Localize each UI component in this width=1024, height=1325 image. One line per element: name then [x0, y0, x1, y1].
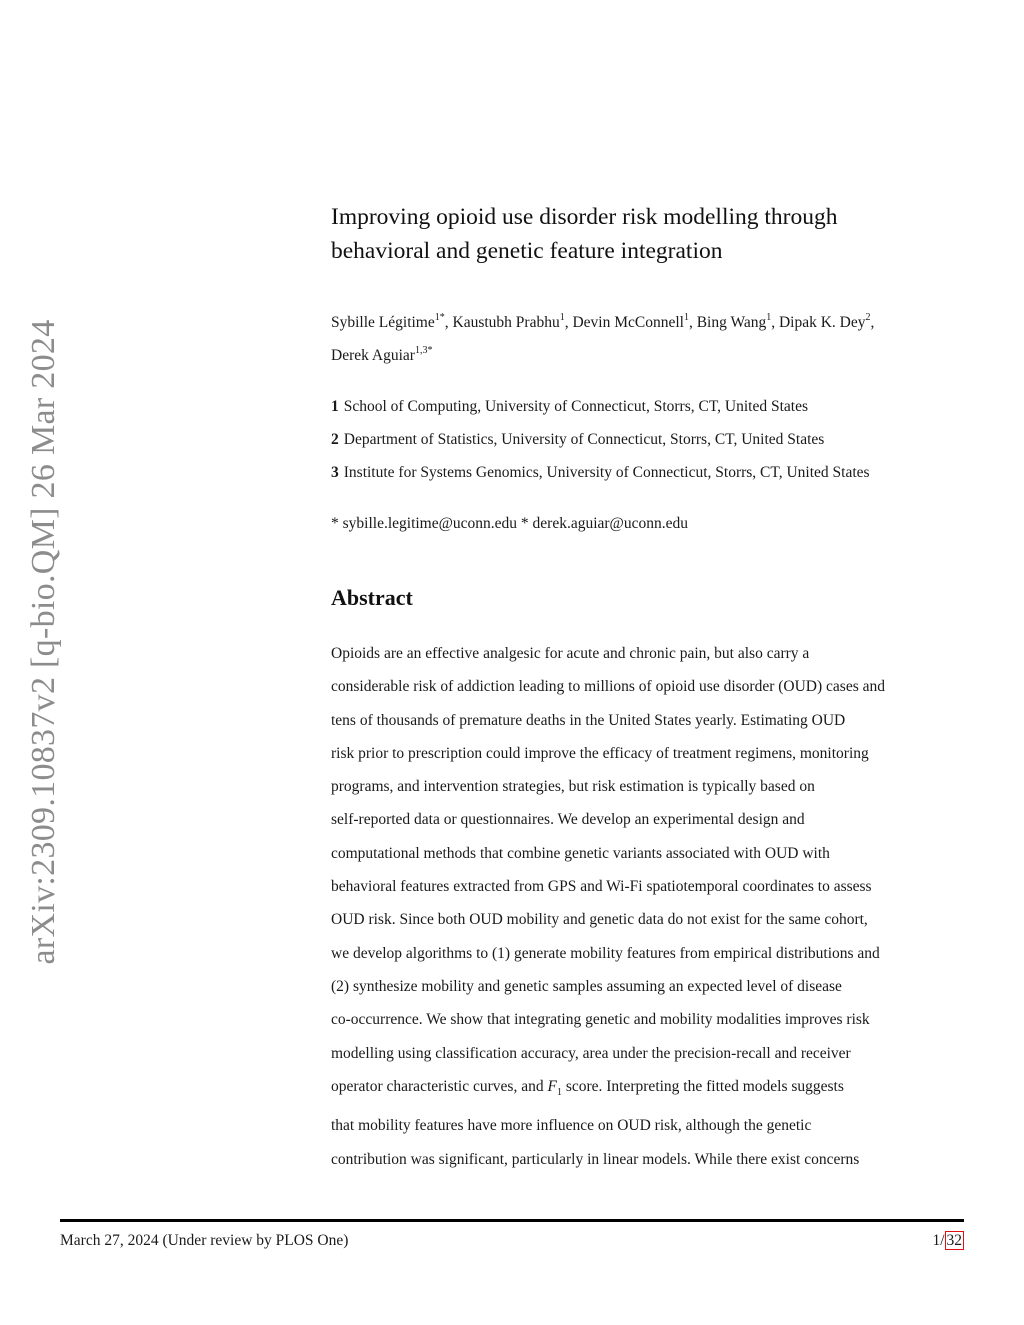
abstract-line: self-reported data or questionnaires. We develop an experimental design and	[331, 811, 805, 829]
page-separator: /	[940, 1232, 945, 1249]
author: Bing Wang$^1$,	[696, 312, 779, 331]
footer-divider	[60, 1219, 964, 1222]
paper-title-line-1: Improving opioid use disorder risk modelling through	[331, 204, 838, 230]
abstract-line: computational methods that combine genetic variants associated with OUD with	[331, 844, 830, 862]
abstract-line: considerable risk of addiction leading to millions of opioid use disorder (OUD) cases and	[331, 678, 885, 696]
arxiv-identifier-stamp: arXiv:2309.10837v2 [q-bio.QM] 26 Mar 2024	[25, 319, 62, 965]
abstract-body	[331, 637, 971, 1176]
abstract-line: OUD risk. Since both OUD mobility and genetic data do not exist for the same cohort,	[331, 911, 868, 929]
abstract-line: co-occurrence. We show that integrating genetic and mobility modalities improves risk	[331, 1011, 870, 1029]
author: Sybille Légitime$^{1*}$,	[331, 312, 453, 331]
abstract-line: (2) synthesize mobility and genetic samples assuming an expected level of disease	[331, 977, 842, 995]
abstract-line: Opioids are an effective analgesic for acute and chronic pain, but also carry a	[331, 645, 810, 662]
corresponding-emails[interactable]: * sybille.legitime@uconn.edu * derek.aguiar@uconn.edu	[331, 515, 688, 532]
page-current: 1	[932, 1232, 941, 1249]
abstract-heading: Abstract	[331, 585, 413, 610]
abstract-line: behavioral features extracted from GPS and Wi-Fi spatiotemporal coordinates to assess	[331, 878, 872, 896]
abstract-line: programs, and intervention strategies, but risk estimation is typically based on	[331, 778, 815, 796]
abstract-line: tens of thousands of premature deaths in the United States yearly. Estimating OUD	[331, 711, 846, 729]
paper-title-line-2: behavioral and genetic feature integration	[331, 238, 723, 264]
footer-date-status: March 27, 2024 (Under review by PLOS One)	[60, 1232, 349, 1249]
page-number	[932, 1232, 964, 1250]
abstract-line: operator characteristic curves, and $F_1$ score. Interpreting the fitted models suggests	[331, 1077, 844, 1098]
abstract-line: risk prior to prescription could improve the efficacy of treatment regimens, monitoring	[331, 744, 869, 762]
author: Dipak K. Dey$^2$,	[778, 312, 875, 331]
abstract-line: modelling using classification accuracy, area under the precision-recall and receiver	[331, 1044, 851, 1062]
abstract-line: that mobility features have more influence on OUD risk, although the genetic	[331, 1117, 812, 1135]
abstract-line: we develop algorithms to (1) generate mobility features from empirical distributions and	[331, 944, 880, 962]
affiliation-3: 3 Institute for Systems Genomics, University of Connecticut, Storrs, CT, United States	[331, 464, 870, 481]
paper-title	[331, 200, 971, 268]
author: Devin McConnell$^1$,	[572, 312, 697, 331]
author-list	[331, 306, 991, 372]
affiliation-1: 1 School of Computing, University of Connecticut, Storrs, CT, United States	[331, 398, 808, 415]
author: Kaustubh Prabhu$^1$,	[452, 312, 573, 331]
author: Derek Aguiar$^{1,3*}$	[331, 345, 433, 364]
affiliation-2: 2 Department of Statistics, University of Connecticut, Storrs, CT, United States	[331, 431, 825, 448]
page-total-link[interactable]: 32	[946, 1232, 962, 1249]
abstract-line: contribution was significant, particularly in linear models. While there exist concerns	[331, 1150, 860, 1168]
